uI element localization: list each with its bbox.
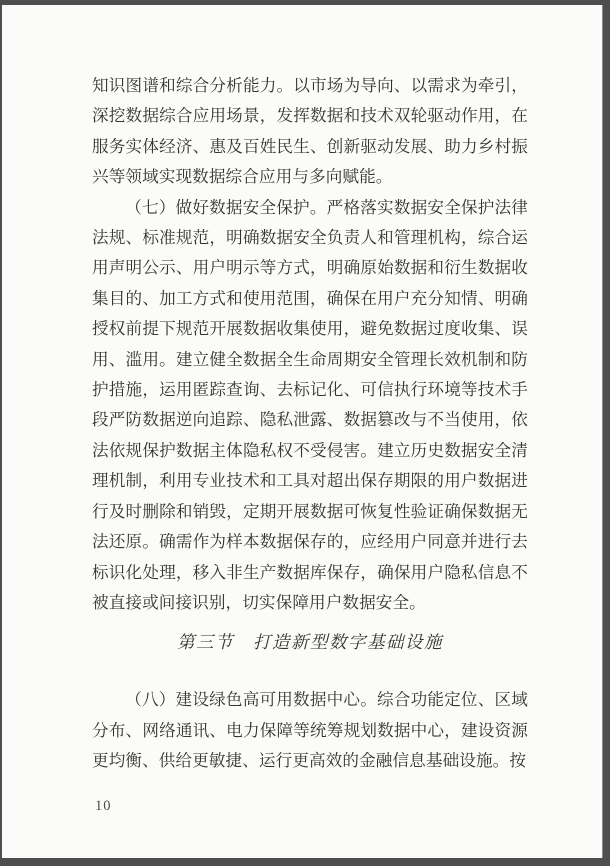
paragraph-green-data-center: （八）建设绿色高可用数据中心。综合功能定位、区域分布、网络通讯、电力保障等统筹规划数据中心，建设资源更均衡、供给更敏捷、运行更高效的金融信息基础设施。按 <box>92 690 528 771</box>
page-number: 10 <box>95 798 112 814</box>
document-page <box>2 5 603 858</box>
page-content <box>92 71 528 777</box>
paragraph-data-security-protection: （七）做好数据安全保护。严格落实数据安全保护法律法规、标准规范，明确数据安全负责人和管理机构，综合运用声明公示、用户明示等方式，明确原始数据和衍生数据收集目的、加工方式和使用范围，确保在用户充分知情、明确授权前提下规范开展数据收集使用，避免数据过度收集、误用、滥用。建立健全数据全生命周期安全管理长效机制和防护措施，运用匿踪查询、去标记化、可信执行环境等技术手段严防数据逆向追踪、隐私泄露、数据篡改与不当使用，依法依规保护数据主体隐私权不受侵害。建立历史数据安全清理机制，利用专业技术和工具对超出保存期限的用户数据进行及时删除和销毁，定期开展数据可恢复性验证确保数据无法还原。确需作为样本数据保存的，应经用户同意并进行去标识化处理，移入非生产数据库保存，确保用户隐私信息不被直接或间接识别，切实保障用户数据安全。 <box>92 197 528 612</box>
paragraph-data-application-continuation: 知识图谱和综合分析能力。以市场为导向、以需求为牵引，深挖数据综合应用场景，发挥数据和技术双轮驱动作用，在服务实体经济、惠及百姓民生、创新驱动发展、助力乡村振兴等领域实现数据综合应用与多向赋能。 <box>92 76 528 187</box>
section-heading: 第三节 打造新型数字基础设施 <box>177 632 443 653</box>
